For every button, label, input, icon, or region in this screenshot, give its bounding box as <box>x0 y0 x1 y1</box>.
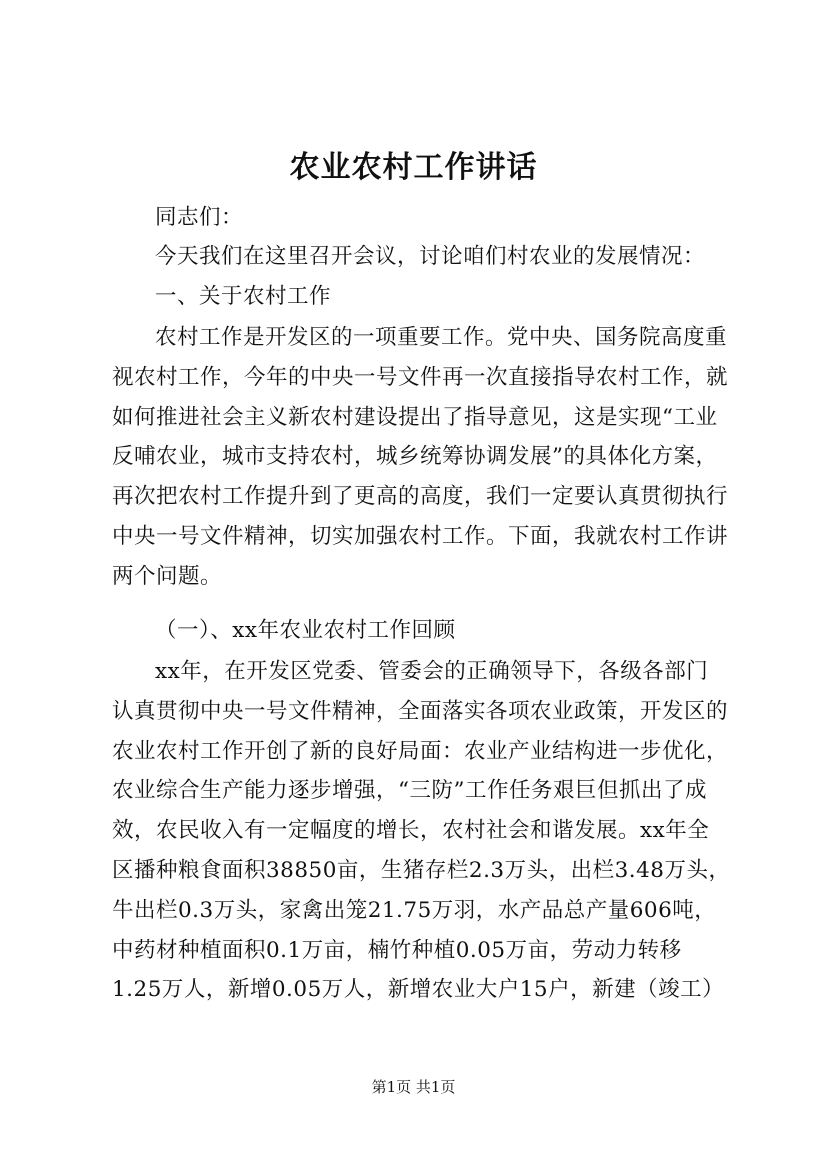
intro-text: 今天我们在这里召开会议，讨论咱们村农业的发展情况： <box>155 244 706 269</box>
paragraph-line: 两个问题。 <box>112 563 223 589</box>
paragraph-line: 区播种粮食面积38850亩，生猪存栏2.3万头，出栏3.48万头， <box>112 857 731 883</box>
document-title: 农业农村工作讲话 <box>289 150 538 185</box>
paragraph-review <box>112 652 737 1010</box>
paragraph-line: 如何推进社会主义新农村建设提出了指导意见，这是实现“工业 <box>112 404 718 430</box>
section-heading-1-text: 一、关于农村工作 <box>155 284 332 309</box>
salutation <box>112 198 737 238</box>
page-footer: 第1页 共1页 <box>371 1078 456 1096</box>
paragraph-line: 效，农民收入有一定幅度的增长，农村社会和谐发展。xx年全 <box>112 818 710 844</box>
intro-paragraph <box>112 237 737 277</box>
paragraph-line: 农村工作是开发区的一项重要工作。党中央、国务院高度重 <box>155 325 728 350</box>
paragraph-line: 农业综合生产能力逐步增强，“三防”工作任务艰巨但抓出了成 <box>112 778 707 804</box>
subsection-heading-1-text: （一）、xx年农业农村工作回顾 <box>155 618 456 643</box>
paragraph-line: 1.25万人，新增0.05万人，新增农业大户15户，新建（竣工） <box>112 977 725 1003</box>
paragraph-line: 中央一号文件精神，切实加强农村工作。下面，我就农村工作讲 <box>112 523 729 549</box>
paragraph-line: 视农村工作，今年的中央一号文件再一次直接指导农村工作，就 <box>112 364 729 390</box>
paragraph-line: 牛出栏0.3万头，家禽出笼21.75万羽，水产品总产量606吨， <box>112 897 717 923</box>
paragraph-line: 中药材种植面积0.1万亩，楠竹种植0.05万亩，劳动力转移 <box>112 937 682 963</box>
paragraph-line: xx年，在开发区党委、管委会的正确领导下，各级各部门 <box>155 659 709 684</box>
paragraph-line: 反哺农业，城市支持农村，城乡统筹协调发展”的具体化方案， <box>112 444 718 470</box>
subsection-heading-1 <box>112 611 737 651</box>
paragraph-rural-work <box>112 318 737 597</box>
salutation-text: 同志们： <box>155 205 244 230</box>
section-heading-1 <box>112 277 737 317</box>
paragraph-line: 再次把农村工作提升到了更高的高度，我们一定要认真贯彻执行 <box>112 484 729 510</box>
paragraph-line: 认真贯彻中央一号文件精神，全面落实各项农业政策，开发区的 <box>112 698 729 724</box>
paragraph-line: 农业农村工作开创了新的良好局面：农业产业结构进一步优化， <box>112 738 729 764</box>
